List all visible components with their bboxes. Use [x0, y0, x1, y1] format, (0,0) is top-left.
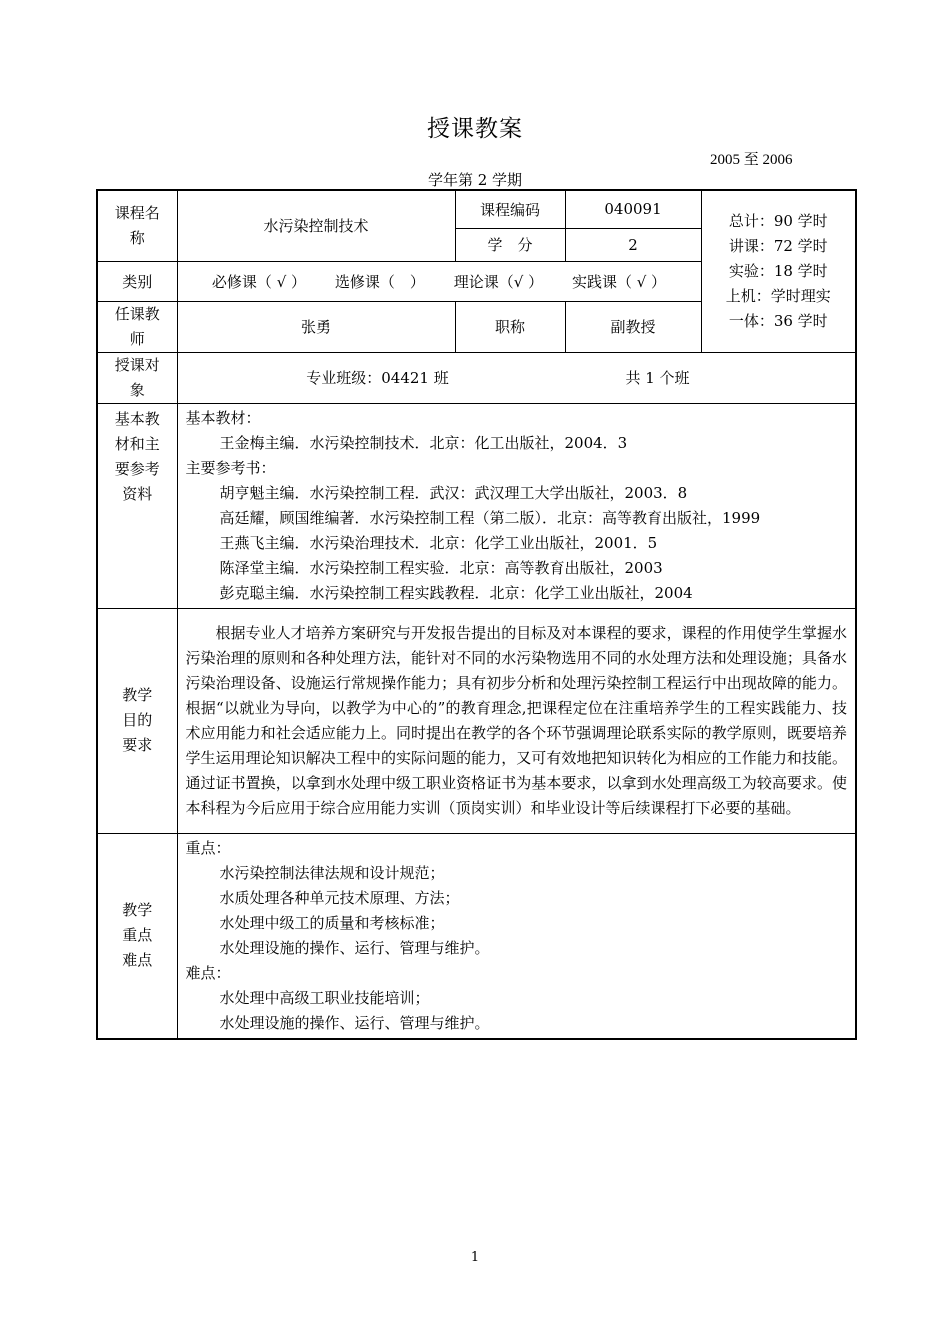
category-elective: 选修课（ ） [334, 272, 425, 291]
teacher-title: 副教授 [565, 301, 701, 352]
audience-class: 专业班级：04421 班 [306, 369, 449, 387]
hours-lecture: 讲课：72 学时 [728, 236, 828, 255]
course-code: 040091 [565, 190, 701, 228]
refs-heading: 主要参考书： [185, 458, 276, 477]
textbook-entry: 王金梅主编．水污染控制技术．北京：化工出版社，2004．3 [219, 433, 628, 452]
reference-entry: 陈泽堂主编．水污染控制工程实验．北京：高等教育出版社，2003 [219, 558, 663, 577]
audience-label: 授课对象 [97, 352, 177, 403]
teacher-name: 张勇 [177, 301, 455, 352]
category-label: 类别 [97, 261, 177, 301]
textbook-heading: 基本教材： [185, 408, 261, 427]
audience-count: 共 1 个班 [625, 369, 690, 387]
lesson-plan-table [96, 189, 857, 1040]
reference-entry: 高廷耀，顾国维编著．水污染控制工程（第二版）．北京：高等教育出版社，1999 [219, 508, 761, 527]
credit-value: 2 [565, 228, 701, 261]
hours-integrated: 一体：36 学时 [728, 311, 828, 330]
key-points-label: 教学重点难点 [97, 833, 177, 1039]
reference-entry: 胡亨魁主编．水污染控制工程．武汉：武汉理工大学出版社，2003．8 [219, 483, 688, 502]
category-theory: 理论课（√ ） [453, 272, 544, 291]
objectives-content [177, 608, 856, 833]
difficulty-item: 水处理设施的操作、运行、管理与维护。 [219, 1013, 490, 1032]
hours-summary [701, 190, 856, 352]
focus-item: 水质处理各种单元技术原理、方法； [219, 888, 460, 907]
difficulty-item: 水处理中高级工职业技能培训； [219, 988, 430, 1007]
hours-computer: 上机：学时理实 [725, 286, 831, 305]
objectives-text: 根据专业人才培养方案研究与开发报告提出的目标及对本课程的要求，课程的作用使学生掌握水污染治理的原则和各种处理方法，能针对不同的水污染物选用不同的水处理方法和处理设施；具备水污染治理设备、设施运行常规操作能力；具有初步分析和处理污染控制工程运行中出现故障的能力。根据“以就业为导向，以教学为中心的”的教育理念,把课程定位在注重培养学生的工程实践能力、技术应用能力和社会适应能力上。同时提出在教学的各个环节强调理论联系实际的教学原则，既要培养学生运用理论知识解决工程中的实际问题的能力，又可有效地把知识转化为相应的工作能力和技能。通过证书置换，以拿到水处理中级工职业资格证书为基本要求，以拿到水处理高级工为较高要求。使本科程为今后应用于综合应用能力实训（顶岗实训）和毕业设计等后续课程打下必要的基础。 [185, 623, 847, 817]
focus-heading: 重点： [185, 838, 231, 857]
reference-entry: 彭克聪主编．水污染控制工程实践教程．北京：化学工业出版社，2004 [219, 583, 693, 602]
year-range: 2005 至 2006 [710, 152, 793, 168]
category-required: 必修课（ √ ） [211, 272, 307, 291]
audience-info [177, 352, 856, 403]
hours-experiment: 实验：18 学时 [728, 261, 828, 280]
focus-item: 水处理设施的操作、运行、管理与维护。 [219, 938, 490, 957]
course-code-label: 课程编码 [455, 190, 565, 228]
teacher-title-label: 职称 [455, 301, 565, 352]
objectives-label: 教学目的要求 [97, 608, 177, 833]
category-options [177, 261, 701, 301]
semester: 学年第 2 学期 [427, 171, 523, 189]
focus-item: 水污染控制法律法规和设计规范； [219, 863, 445, 882]
focus-item: 水处理中级工的质量和考核标准； [219, 913, 445, 932]
category-practice: 实践课（ √ ） [571, 272, 667, 291]
reference-entry: 王燕飞主编．水污染治理技术．北京：化学工业出版社，2001．5 [219, 533, 658, 552]
page-title: 授课教案 [427, 116, 523, 142]
key-points-content [177, 833, 856, 1039]
page-number: 1 [470, 1250, 480, 1265]
hours-total: 总计：90 学时 [728, 211, 828, 230]
difficulty-heading: 难点： [185, 963, 231, 982]
course-name-label: 课程名称 [97, 190, 177, 261]
materials-label: 基本教材和主要参考资料 [97, 403, 177, 608]
course-name: 水污染控制技术 [177, 190, 455, 261]
teacher-label: 任课教师 [97, 301, 177, 352]
credit-label: 学 分 [455, 228, 565, 261]
materials-content [177, 403, 856, 608]
